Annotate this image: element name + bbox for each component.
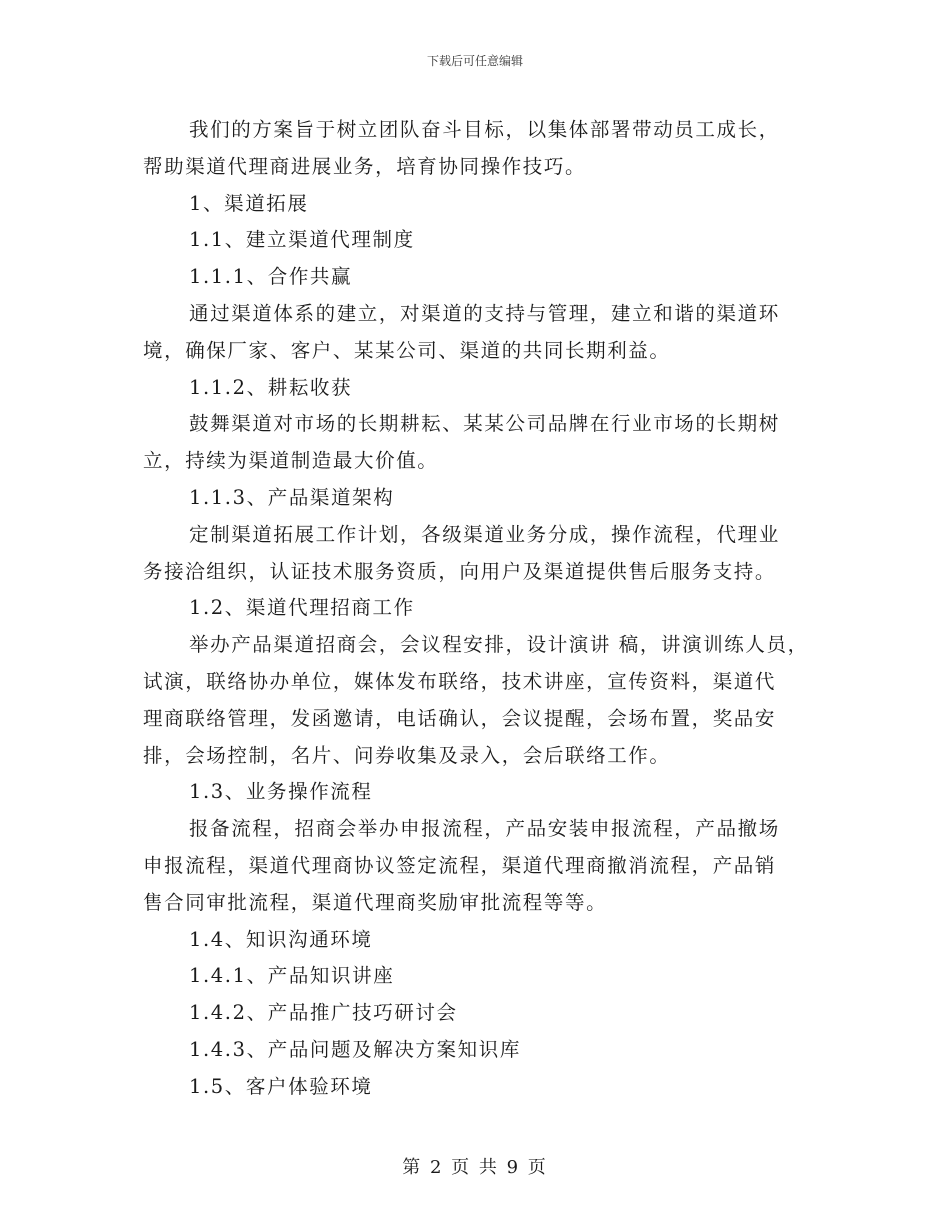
section-heading: 1.1、建立渠道代理制度 [189, 228, 415, 252]
section-heading: 1.1.1、合作共赢 [189, 265, 353, 289]
body-line: 务接洽组织，认证技术服务资质，向用户及渠道提供售后服务支持。 [143, 559, 777, 583]
body-line: 售合同审批流程，渠道代理商奖励审批流程等等。 [143, 890, 608, 914]
body-line: 鼓舞渠道对市场的长期耕耘、某某公司品牌在行业市场的长期树 [189, 412, 780, 436]
section-heading: 1.4.3、产品问题及解决方案知识库 [189, 1037, 521, 1061]
body-line: 我们的方案旨于树立团队奋斗目标，以集体部署带动员工成长， [189, 118, 780, 141]
section-heading: 1.4、知识沟通环境 [189, 927, 373, 951]
section-heading: 1.2、渠道代理招商工作 [189, 596, 415, 620]
body-line: 报备流程，招商会举办申报流程，产品安装申报流程，产品撤场 [189, 817, 780, 841]
document-body [143, 112, 833, 1106]
section-heading: 1.5、客户体验环境 [189, 1074, 373, 1098]
page-header: 下载后可任意编辑 [426, 54, 523, 68]
body-line: 帮助渠道代理商进展业务，培育协同操作技巧。 [143, 154, 587, 178]
page-number: 第 2 页 共 9 页 [402, 1157, 548, 1178]
section-heading: 1.4.2、产品推广技巧研讨会 [189, 1001, 458, 1025]
body-line: 排，会场控制，名片、问券收集及录入，会后联络工作。 [143, 743, 671, 767]
section-heading: 1.4.1、产品知识讲座 [189, 964, 395, 988]
body-line: 通过渠道体系的建立，对渠道的支持与管理，建立和谐的渠道环 [189, 301, 780, 325]
body-line: 境，确保厂家、客户、某某公司、渠道的共同长期利益。 [143, 338, 671, 362]
section-heading: 1.1.3、产品渠道架构 [189, 485, 395, 509]
section-heading: 1、渠道拓展 [189, 191, 309, 215]
body-line: 理商联络管理，发函邀请，电话确认，会议提醒，会场布置，奖品安 [143, 706, 777, 730]
body-line: 举办产品渠道招商会，会议程安排，设计演讲 稿，讲演训练人员， [189, 633, 809, 657]
body-line: 申报流程，渠道代理商协议签定流程，渠道代理商撤消流程，产品销 [143, 853, 777, 877]
body-line: 试演，联络协办单位，媒体发布联络，技术讲座，宣传资料，渠道代 [143, 669, 777, 693]
section-heading: 1.1.2、耕耘收获 [189, 375, 353, 399]
body-line: 立，持续为渠道制造最大价值。 [143, 449, 439, 473]
section-heading: 1.3、业务操作流程 [189, 780, 373, 804]
body-line: 定制渠道拓展工作计划，各级渠道业务分成，操作流程，代理业 [189, 522, 780, 546]
